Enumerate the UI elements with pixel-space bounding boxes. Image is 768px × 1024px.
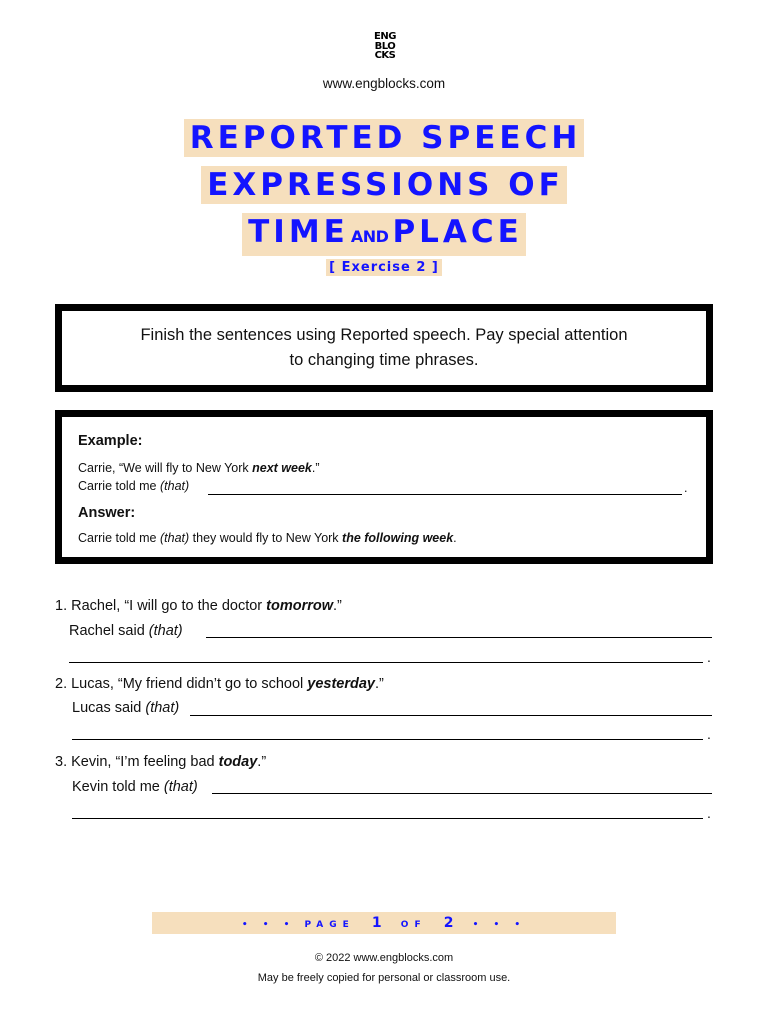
question-3-answer-line-2[interactable] [72,818,703,819]
title-time: TIME [248,214,349,250]
example-answer-line [208,494,682,495]
example-end-dot: . [684,481,688,495]
title-line-3 [0,213,768,256]
title-text: EXPRESSIONS OF [201,166,567,204]
instructions-box [55,304,713,392]
engblocks-logo [369,32,401,61]
question-2-answer-line-2[interactable] [72,739,703,740]
copyright: © 2022 www.engblocks.com [314,952,454,964]
question-3-time-expression: today [218,754,258,770]
exercise-number: [ Exercise 2 ] [326,259,442,276]
example-answer: Carrie told me (that) they would fly to New York the following week. [78,531,457,545]
question-3-end-dot: . [707,805,711,821]
instructions-line: Finish the sentences using Reported speech. Pay special attention [140,326,628,344]
instructions-line: to changing time phrases. [289,351,479,369]
title-text-group [242,213,526,256]
question-1-end-dot: . [707,649,711,665]
question-1-answer-line-2[interactable] [69,662,703,663]
example-prompt: Carrie told me (that) [78,479,190,493]
example-heading: Example: [78,433,143,449]
question-3-prompt: Kevin told me (that) [72,779,198,795]
logo-line: ENG [374,31,396,42]
site-url: www.engblocks.com [322,76,446,91]
of-word: OF [400,920,427,930]
title-and: AND [350,227,389,246]
page-indicator [152,912,616,934]
question-1-time-expression: tomorrow [266,598,334,614]
title-line-2 [0,166,768,204]
page-total: 2 [443,915,456,931]
exercise-label [0,258,768,276]
answer-heading: Answer: [78,505,136,521]
page-dots-left: • • • [241,920,296,930]
question-2-prompt: Lucas said (that) [72,700,180,716]
example-box [55,410,713,564]
title-place: PLACE [392,214,523,250]
question-3-quote: 3. Kevin, “I’m feeling bad today.” [55,754,267,770]
title-text: REPORTED SPEECH [184,119,585,157]
question-2-time-expression: yesterday [307,676,375,692]
question-2-end-dot: . [707,726,711,742]
question-2-quote: 2. Lucas, “My friend didn’t go to school yesterday.” [55,676,384,692]
title-line-1 [0,119,768,157]
question-2-answer-line-1[interactable] [190,715,712,716]
example-quote: Carrie, “We will fly to New York next week.” [78,461,320,475]
license-note: May be freely copied for personal or classroom use. [257,972,511,984]
page-word: PAGE [304,920,355,930]
answer-time-expression: the following week [342,531,454,545]
page-dots-right: • • • [472,920,527,930]
example-time-expression: next week [252,461,312,475]
page-current: 1 [371,915,384,931]
question-1-prompt: Rachel said (that) [69,623,183,639]
logo-line: BLO [374,40,396,52]
question-3-answer-line-1[interactable] [212,793,712,794]
logo-line: CKS [374,50,396,61]
question-1-answer-line-1[interactable] [206,637,712,638]
question-1-quote: 1. Rachel, “I will go to the doctor tomorrow.” [55,598,342,614]
